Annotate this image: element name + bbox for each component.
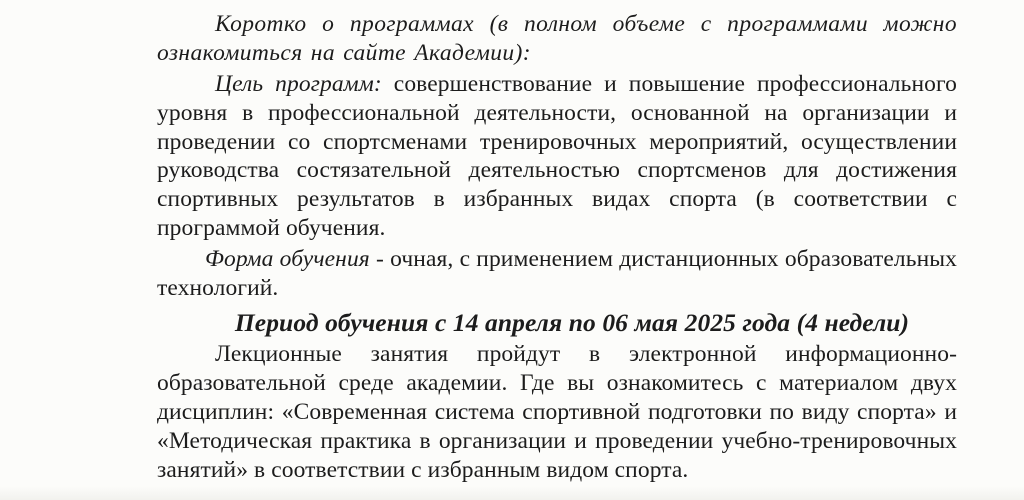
lectures-paragraph: Лекционные занятия пройдут в электронной информационно-образовательной среде академии. Где вы ознакомитесь с материалом двух дисциплин: «Современная система спортивной подготовки по виду спорта» и «Методическая практика в организации и проведении учебно-тренировочных занятий» в соответствии с избранным видом спорта. — [157, 341, 957, 483]
program-goal-text: совершенствование и повышение профессионального уровня в профессиональной деятельности, основанной на организации и проведении со спортсменами тренировочных мероприятий, осуществлении руководства состязательной деятельностью спортсменов для достижения спортивных результатов в избранных видах спорта (в соответствии с программой обучения. — [157, 70, 957, 242]
study-period-heading: Период обучения с 14 апреля по 06 мая 2025 года (4 недели) — [234, 307, 910, 337]
study-form-label: Форма обучения — [205, 246, 370, 273]
program-goal-label: Цель программ: — [215, 70, 382, 97]
scan-bottom-edge — [0, 486, 1024, 500]
study-form-text: - очная, с применением дистанционных образовательных технологий. — [157, 246, 957, 302]
program-goal-paragraph — [157, 70, 957, 243]
programs-intro-paragraph: Коротко о программах (в полном объеме с программами можно ознакомиться на сайте Академии): — [157, 11, 957, 66]
study-form-paragraph — [157, 245, 957, 303]
document-text-column — [157, 10, 957, 485]
